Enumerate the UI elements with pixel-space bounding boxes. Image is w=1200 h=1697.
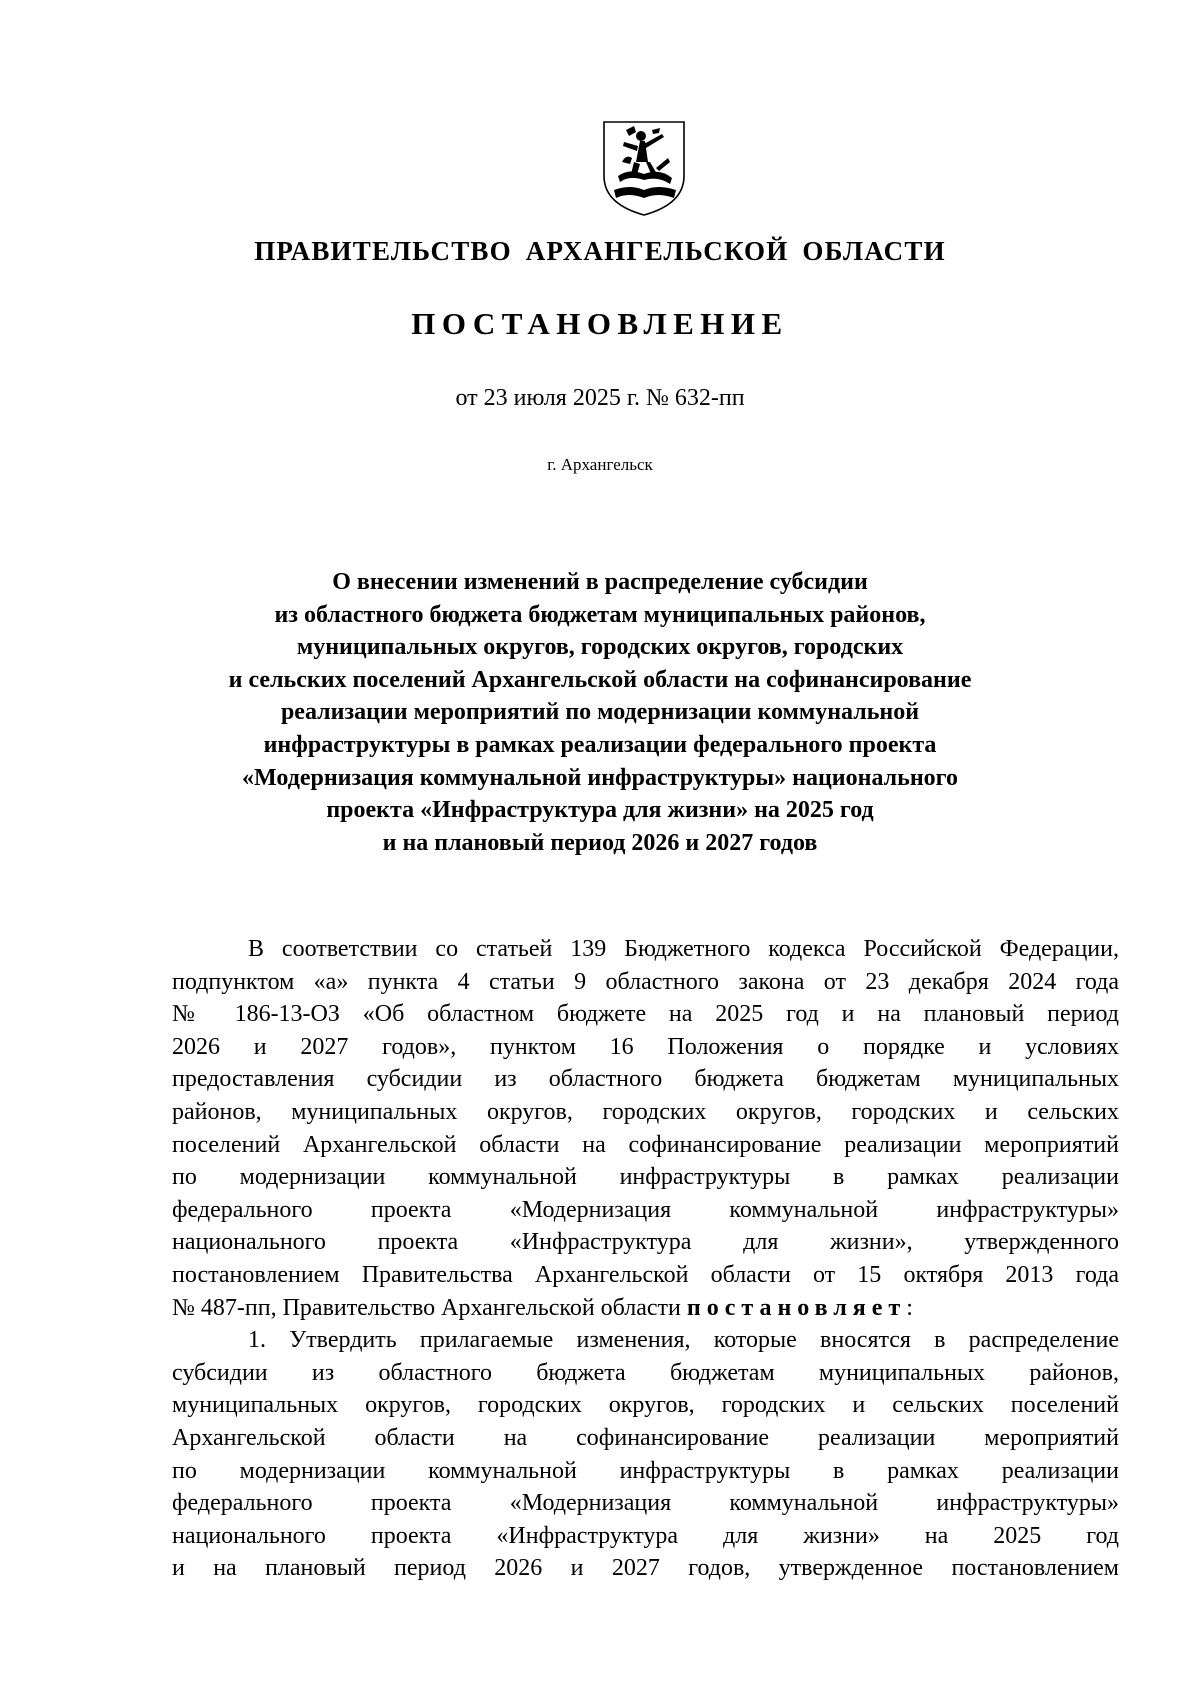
item-1-line: федерального проекта «Модернизация коммунальной инфраструктуры» — [172, 1490, 1119, 1517]
item-1-line: по модернизации коммунальной инфраструктуры в рамках реализации — [172, 1457, 1119, 1484]
title-line: и сельских поселений Архангельской области на софинансирование — [228, 666, 972, 693]
preamble-line: подпунктом «а» пункта 4 статьи 9 областного закона от 23 декабря 2024 года — [172, 968, 1119, 995]
preamble-line: постановлением Правительства Архангельской области от 15 октября 2013 года — [172, 1261, 1119, 1288]
title-line: О внесении изменений в распределение субсидии — [332, 569, 868, 595]
preamble-line: районов, муниципальных округов, городских округов, городских и сельских — [172, 1098, 1119, 1125]
title-line: из областного бюджета бюджетам муниципальных районов, — [274, 601, 926, 628]
document-type: ПОСТАНОВЛЕНИЕ — [411, 306, 789, 341]
preamble-line: предоставления субсидии из областного бюджета бюджетам муниципальных — [172, 1066, 1119, 1093]
title-line: муниципальных округов, городских округов, городских — [296, 634, 904, 661]
item-1-line: 1. Утвердить прилагаемые изменения, которые вносятся в распределение — [248, 1327, 1119, 1354]
preamble-line: № 186-13-ОЗ «Об областном бюджете на 2025 год и на плановый период — [172, 1001, 1119, 1028]
preamble-line: федерального проекта «Модернизация коммунальной инфраструктуры» — [172, 1196, 1119, 1223]
item-1-line: национального проекта «Инфраструктура для жизни» на 2025 год — [172, 1522, 1119, 1549]
document-body — [172, 933, 1119, 1585]
item-1-line: субсидии из областного бюджета бюджетам муниципальных районов, — [172, 1359, 1119, 1386]
preamble-final-text: № 487-пп, Правительство Архангельской области — [172, 1294, 687, 1321]
preamble-line: по модернизации коммунальной инфраструктуры в рамках реализации — [172, 1164, 1119, 1191]
item-1-line: муниципальных округов, городских округов, городских и сельских поселений — [172, 1392, 1119, 1419]
document-title — [160, 566, 1040, 859]
organization-name: ПРАВИТЕЛЬСТВО АРХАНГЕЛЬСКОЙ ОБЛАСТИ — [254, 236, 946, 266]
resolves-keyword: постановляет — [686, 1294, 907, 1321]
item-1-line: Архангельской области на софинансирование реализации мероприятий — [172, 1424, 1119, 1451]
coat-of-arms-icon — [596, 118, 692, 218]
document-date-number: от 23 июля 2025 г. № 632-пп — [455, 385, 745, 411]
title-line: реализации мероприятий по модернизации коммунальной — [280, 699, 920, 726]
preamble-line: национального проекта «Инфраструктура для жизни», утвержденного — [172, 1229, 1119, 1256]
title-line: проекта «Инфраструктура для жизни» на 2025 год — [326, 797, 874, 824]
title-line: и на плановый период 2026 и 2027 годов — [382, 829, 818, 856]
title-line: «Модернизация коммунальной инфраструктуры» национального — [242, 764, 958, 791]
preamble-final-line — [172, 1292, 1119, 1325]
preamble-line: поселений Архангельской области на софинансирование реализации мероприятий — [172, 1131, 1119, 1158]
title-line: инфраструктуры в рамках реализации федерального проекта — [263, 731, 937, 758]
preamble-line: В соответствии со статьей 139 Бюджетного кодекса Российской Федерации, — [248, 936, 1119, 962]
document-city: г. Архангельск — [547, 455, 653, 474]
preamble-final-colon: : — [906, 1294, 913, 1321]
preamble-line: 2026 и 2027 годов», пунктом 16 Положения о порядке и условиях — [172, 1033, 1119, 1060]
item-1-line: и на плановый период 2026 и 2027 годов, утвержденное постановлением — [172, 1555, 1119, 1582]
